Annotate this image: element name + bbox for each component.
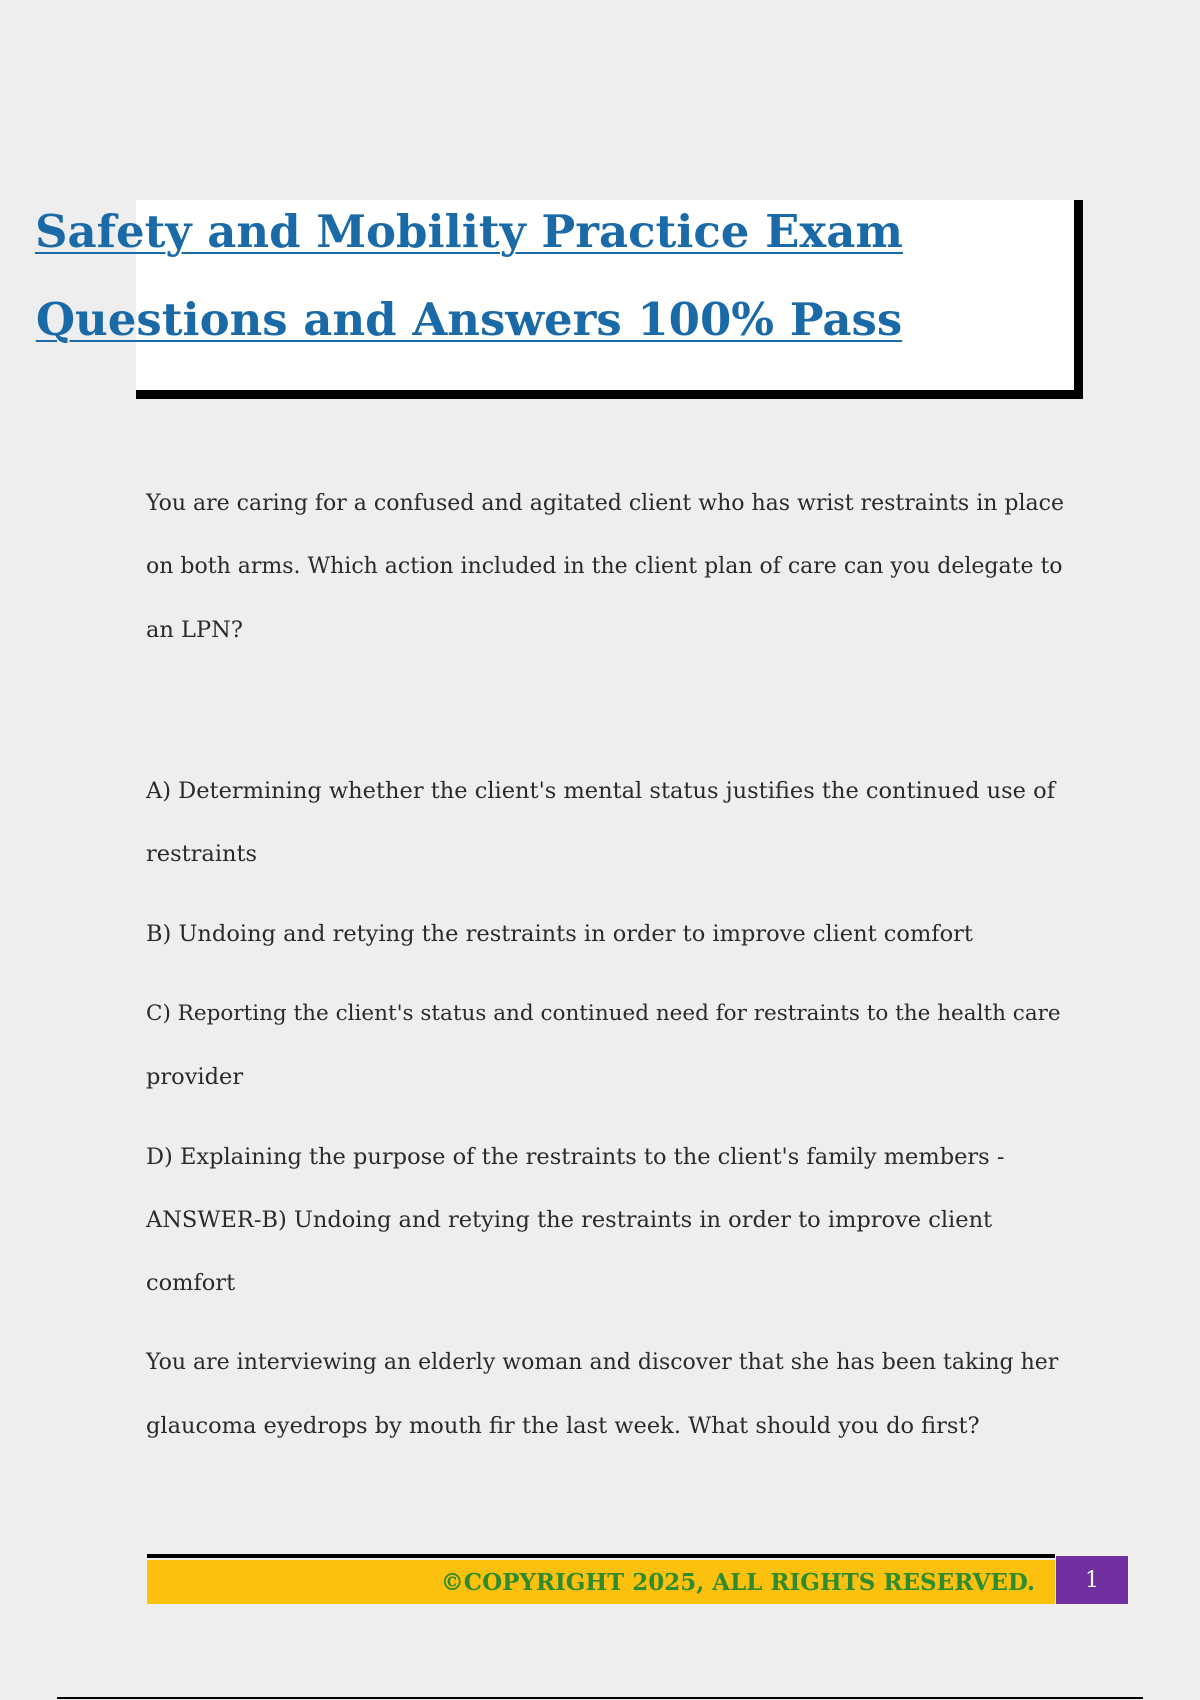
footer-bar [147,1560,1055,1604]
option-d-line-2: ANSWER-B) Undoing and retying the restraints in order to improve client [146,1207,993,1233]
document-title-line-1: Safety and Mobility Practice Exam [34,205,903,258]
page-bottom-rule [57,1697,1143,1699]
question-1-line-2: on both arms. Which action included in the client plan of care can you delegate to [146,554,1063,579]
option-d-line-3: comfort [146,1270,236,1296]
option-a-line-2: restraints [146,841,258,867]
option-a-line-1: A) Determining whether the client's mental status justifies the continued use of [146,778,1056,804]
question-1-line-3: an LPN? [146,617,243,643]
document-title-line-2: Questions and Answers 100% Pass [35,293,903,346]
question-2-line-2: glaucoma eyedrops by mouth fir the last week. What should you do first? [146,1413,980,1439]
option-c-line-2: provider [146,1064,244,1090]
footer-rule [147,1554,1055,1558]
option-c-line-1: C) Reporting the client's status and continued need for restraints to the health care [146,1001,1061,1026]
question-1-line-1: You are caring for a confused and agitated client who has wrist restraints in place [146,491,1064,516]
copyright-text: ©COPYRIGHT 2025, ALL RIGHTS RESERVED. [440,1568,1035,1596]
option-d-line-1: D) Explaining the purpose of the restraints to the client's family members - [146,1144,1005,1170]
page-number: 1 [1056,1556,1128,1604]
option-b: B) Undoing and retying the restraints in order to improve client comfort [146,921,973,947]
question-2-line-1: You are interviewing an elderly woman and discover that she has been taking her [146,1350,1059,1375]
